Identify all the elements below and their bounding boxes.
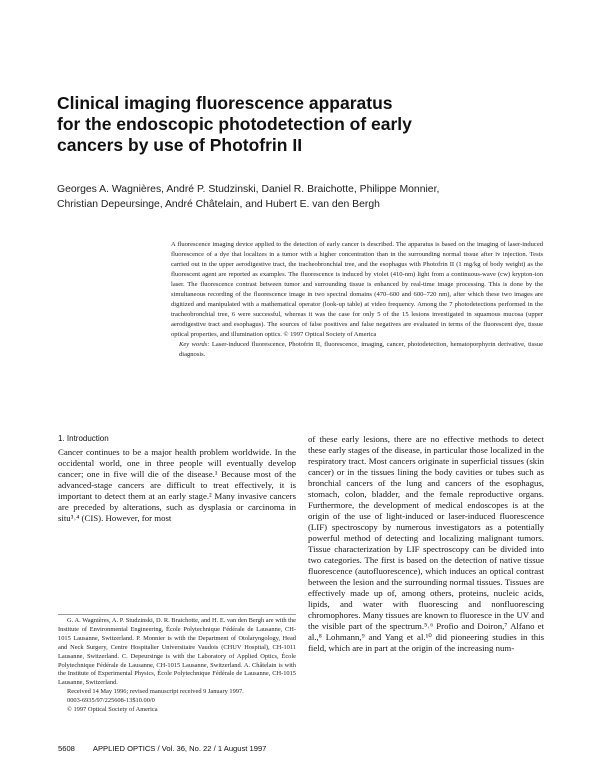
left-column (58, 434, 296, 524)
page-footer (58, 744, 478, 754)
footnote-divider (58, 614, 296, 615)
article-title (57, 93, 527, 156)
footnote-code: 0003-6935/97/225608-13$10.00/0 (67, 697, 155, 705)
page-number: 5608 (58, 744, 75, 753)
abstract (171, 240, 543, 360)
authors-line-1: Georges A. Wagnières, André P. Studzinski, Daniel R. Braichotte, Philippe Monnier, (57, 184, 440, 195)
section-heading: 1. Introduction (58, 434, 109, 443)
footnote-copyright: © 1997 Optical Society of America (67, 706, 158, 714)
right-column (308, 434, 544, 654)
left-column-text: Cancer continues to be a major health problem worldwide. In the occidental world, one in three people will eventually develop cancer; one in five will die of the disease.¹ Because most of the advanced-stage cancers are difficult to treat effectively, it is important to detect them at an early stage.² Many invasive cancers are preceded by alterations, such as dysplasia or carcinoma in situ³˒⁴ (CIS). However, for most (58, 447, 296, 523)
title-line-2: for the endoscopic photodetection of early (57, 114, 412, 134)
footnote-received: Received 14 May 1996; revised manuscript received 9 January 1997. (67, 688, 244, 696)
keywords-text: Laser-induced fluorescence, Photofrin II, fluorescence, imaging, cancer, photodetection, hematoporphyrin derivative, tissue diagnosis. (179, 341, 543, 358)
journal-citation: APPLIED OPTICS / Vol. 36, No. 22 / 1 August 1997 (92, 744, 267, 753)
author-list (57, 182, 557, 212)
title-line-1: Clinical imaging fluorescence apparatus (57, 93, 393, 113)
abstract-text: A fluorescence imaging device applied to the detection of early cancer is described. The apparatus is based on the imaging of laser-induced fluorescence of a dye that localizes in a tumor with a higher concentration than in the surrounding normal tissue after iv injection. Tests carried out in the upper aerodigestive tract, the tracheobronchial tree, and the esophagus with Photofrin II (1 mg/kg of body weight) as the fluorescent agent are reported as examples. The fluorescence is induced by violet (410-nm) light from a continuous-wave (cw) krypton-ion laser. The fluorescence contrast between tumor and surrounding tissue is enhanced by real-time image processing. This is done by the simultaneous recording of the fluorescence image in two spectral domains (470–600 and 600–720 nm), after which these two images are digitized and manipulated with a mathematical operator (look-up table) at video frequency. Among the 7 photodetections performed in the tracheobronchial tree, 6 were successful, whereas it was the case for only 5 of the 15 lesions investigated in squamous mucosa (upper aerodigestive tract and esophagus). The sources of false positives and false negatives are evaluated in terms of the fluorescent dye, tissue optical properties, and illumination optics. © 1997 Optical Society of America (171, 241, 543, 338)
footnote (58, 617, 296, 715)
authors-line-2: Christian Depeursinge, André Châtelain, and Hubert E. van den Bergh (57, 199, 380, 210)
title-line-3: cancers by use of Photofrin II (57, 135, 303, 155)
right-column-text: of these early lesions, there are no effective methods to detect these early stages of the disease, in particular those localized in the respiratory tract. Most cancers originate in superficial tissues (skin cancer) or in the tissues lining the body cavities or tubes such as bronchial cancers of the lung and cancers of the esophagus, stomach, colon, bladder, and the female reproductive organs. Furthermore, the development of medical endoscopes is at the origin of the use of light-induced or laser-induced fluorescence (LIF) spectroscopy by numerous investigators as a potentially powerful method of detecting and localizing malignant tumors. Tissue characterization by LIF spectroscopy can be divided into two categories. The first is based on the detection of native tissue fluorescence (autofluorescence), which induces an optical contrast between the lesion and the surrounding normal tissues. Tissues are effectively made up of, among others, proteins, nucleic acids, lipids, and water with fluorescing and nonfluorescing chromophores. Many tissues are known to fluoresce in the UV and the visible part of the spectrum.⁵˒⁶ Profio and Doiron,⁷ Alfano et al.,⁸ Lohmann,⁹ and Yang et al.¹⁰ did pioneering studies in this field, which are in part at the origin of the increasing num- (308, 434, 544, 653)
footnote-affiliations: G. A. Wagnières, A. P. Studzinski, D. R. Braichotte, and H. E. van den Bergh are with the Institute of Environmental Engineering, École Polytechnique Fédérale de Lausanne, CH-1015 Lausanne, Switzerland. P. Monnier is with the Department of Otolaryngology, Head and Neck Surgery, Centre Hospitalier Universitaire Vaudois (CHUV Hospital), CH-1011 Lausanne, Switzerland. C. Depeursinge is with the Laboratory of Applied Optics, École Polytechnique Fédérale de Lausanne, CH-1015 Lausanne, Switzerland. A. Châtelain is with the Institute of Experimental Physics, École Polytechnique Fédérale de Lausanne, CH-1015 Lausanne, Switzerland. (58, 617, 296, 687)
keywords (171, 340, 543, 360)
keywords-label: Key words: (179, 341, 210, 348)
